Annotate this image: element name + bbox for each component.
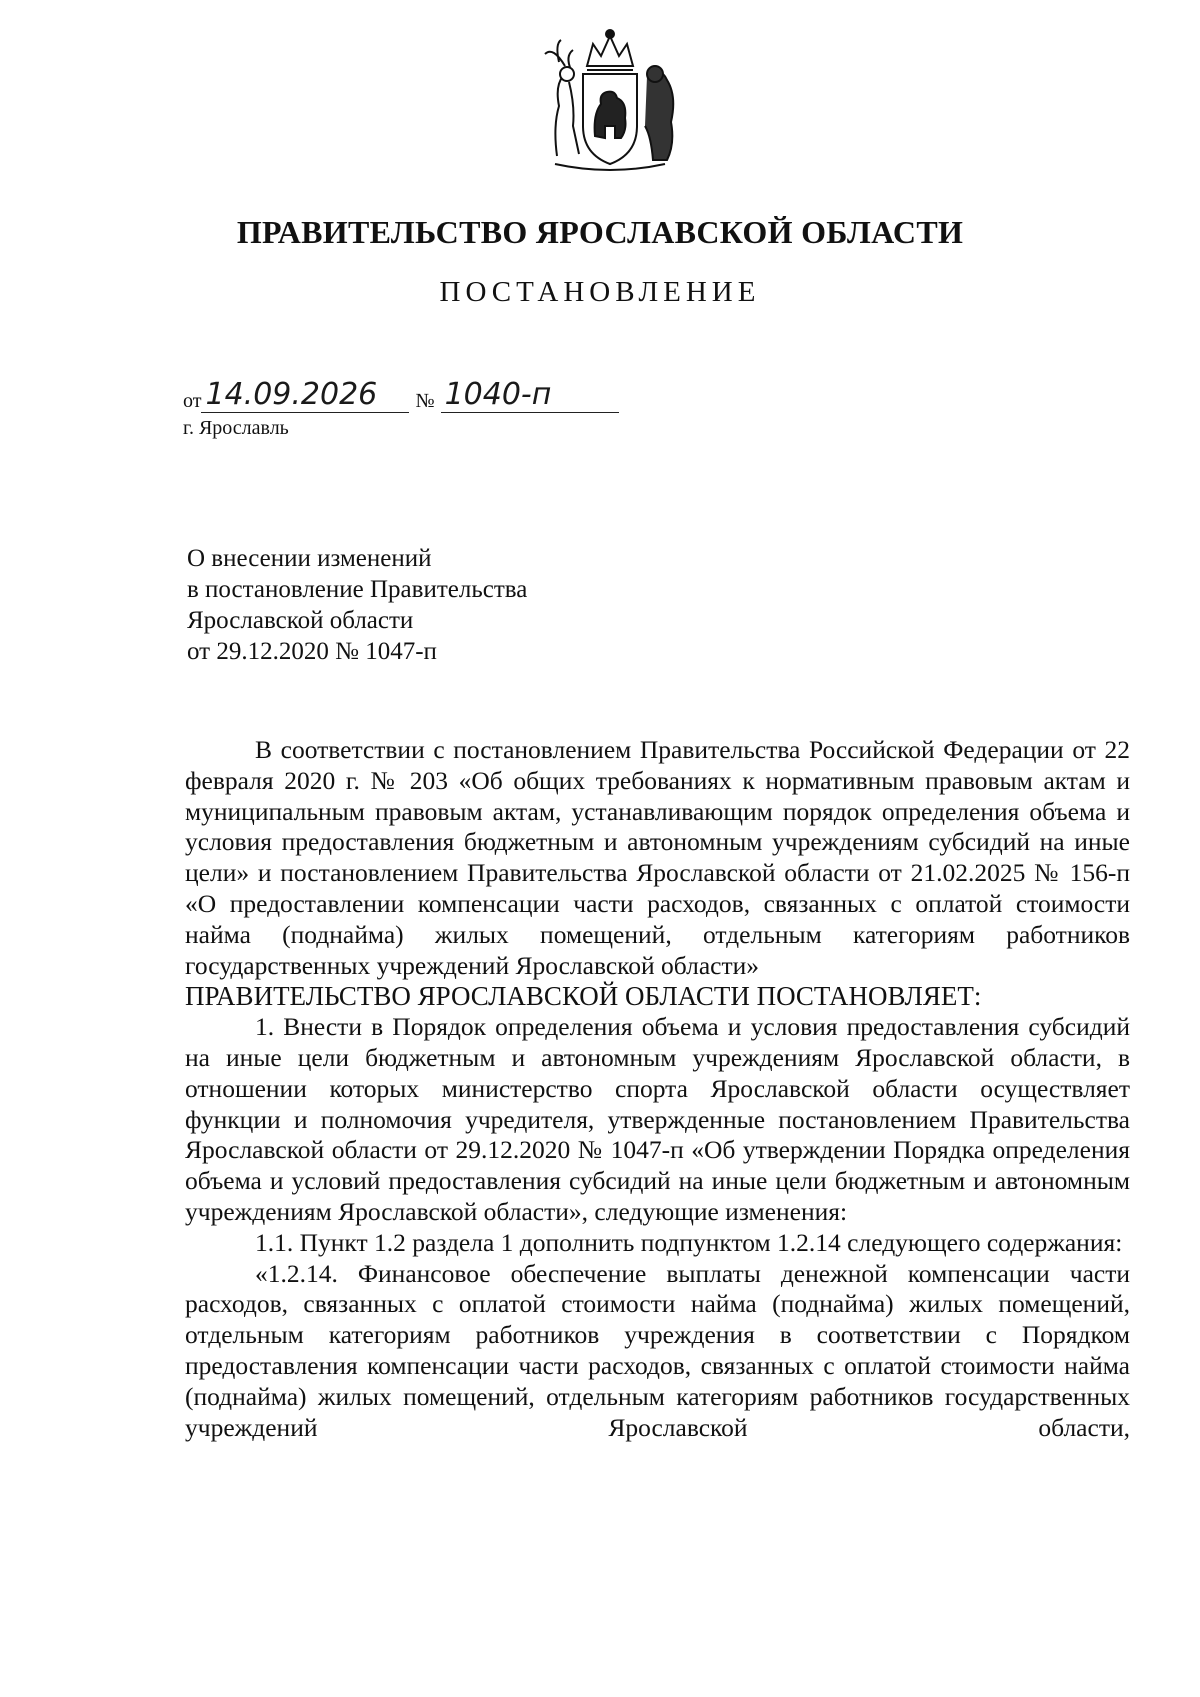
- coat-of-arms-icon: [535, 26, 685, 176]
- preamble-paragraph: В соответствии с постановлением Правительства Российской Федерации от 22 февраля 2020 г. № 203 «Об общих требованиях к нормативным правовым актам и муниципальным правовым актам, устанавливающим порядок определения объема и условия предоставления бюджетным и автономным учреждениям субсидий на иные цели» и постановлением Правительства Ярославской области от 21.02.2025 № 156-п «О предоставлении компенсации части расходов, связанных с оплатой стоимости найма (поднайма) жилых помещений, отдельным категориям работников государственных учреждений Ярославской области»: [185, 735, 1130, 980]
- subject-line: Ярославской области: [187, 607, 414, 634]
- date-prefix: от: [183, 390, 202, 412]
- document-body: [185, 735, 1130, 1443]
- document-meta: [183, 377, 619, 440]
- number-prefix: №: [415, 390, 435, 412]
- subject-line: в постановление Правительства: [187, 576, 528, 603]
- decree-line: ПРАВИТЕЛЬСТВО ЯРОСЛАВСКОЙ ОБЛАСТИ ПОСТАНОВЛЯЕТ:: [185, 981, 982, 1012]
- subject-line: от 29.12.2020 № 1047-п: [187, 638, 437, 665]
- item-1-2-14-paragraph: «1.2.14. Финансовое обеспечение выплаты денежной компенсации части расходов, связанных с оплатой стоимости найма (поднайма) жилых помещений, отдельным категориям работников учреждения в соответствии с Порядком предоставления компенсации части расходов, связанных с оплатой стоимости найма (поднайма) жилых помещений, отдельным категориям работников государственных учреждений Ярославской области,: [185, 1258, 1130, 1442]
- document-number: 1040-п: [441, 380, 619, 413]
- document-type: ПОСТАНОВЛЕНИЕ: [439, 276, 761, 308]
- city: г. Ярославль: [183, 417, 289, 439]
- government-title: ПРАВИТЕЛЬСТВО ЯРОСЛАВСКОЙ ОБЛАСТИ: [236, 214, 964, 250]
- document-date: 14.09.2026: [201, 380, 409, 413]
- document-subject: [187, 543, 527, 667]
- item-1-paragraph: 1. Внести в Порядок определения объема и условия предоставления субсидий на иные цели бюджетным и автономным учреждениям Ярославской области, в отношении которых министерство спорта Ярославской области осуществляет функции и полномочия учредителя, утвержденные постановлением Правительства Ярославской области от 29.12.2020 № 1047-п «Об утверждении Порядка определения объема и условий предоставления субсидий на иные цели бюджетным и автономным учреждениям Ярославской области», следующие изменения:: [185, 1012, 1130, 1226]
- subject-line: О внесении изменений: [187, 545, 432, 572]
- item-1-1-paragraph: 1.1. Пункт 1.2 раздела 1 дополнить подпунктом 1.2.14 следующего содержания:: [255, 1227, 1123, 1257]
